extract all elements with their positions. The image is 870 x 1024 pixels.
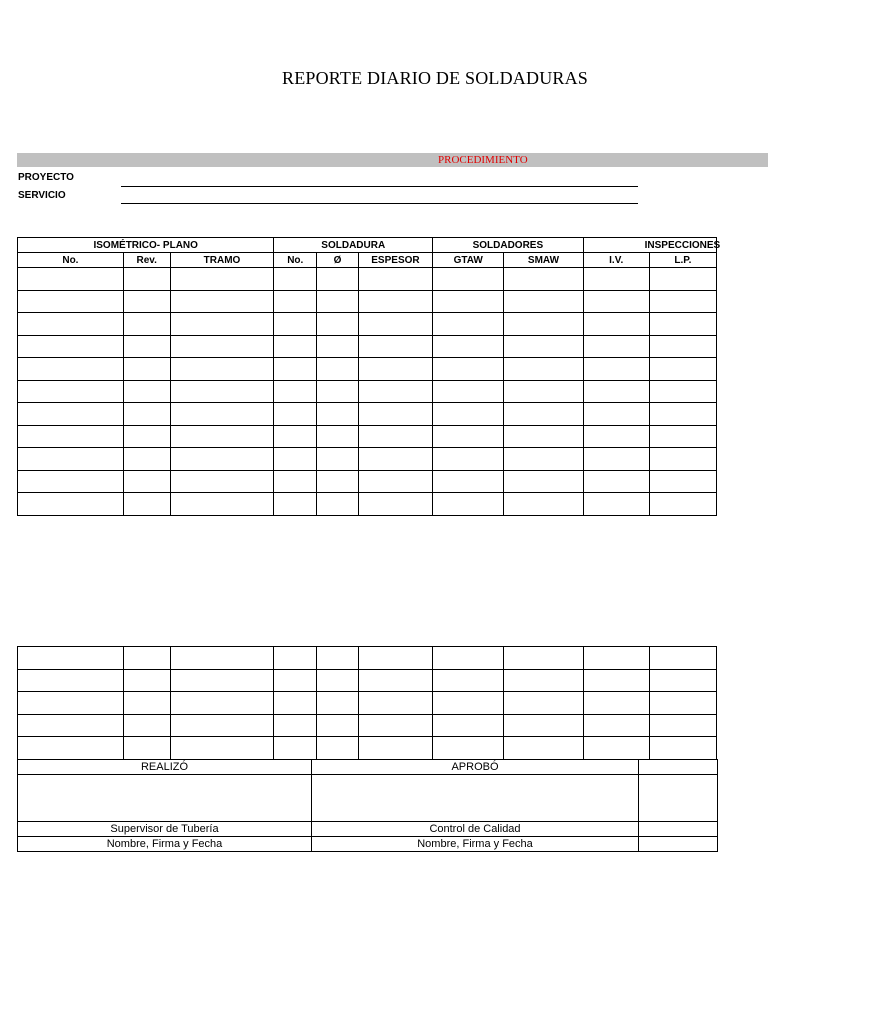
group-header-row [18, 238, 717, 253]
table-cell[interactable] [649, 358, 716, 381]
table-cell[interactable] [358, 380, 432, 403]
col-rev: Rev. [123, 253, 170, 268]
table-cell[interactable] [504, 669, 583, 692]
table-cell[interactable] [649, 268, 716, 291]
table-cell[interactable] [170, 692, 274, 715]
table-cell[interactable] [583, 714, 649, 737]
table-cell[interactable] [123, 737, 170, 760]
table-cell[interactable] [583, 470, 649, 493]
table-cell[interactable] [274, 448, 317, 471]
table-cell[interactable] [649, 380, 716, 403]
table-cell[interactable] [583, 493, 649, 516]
table-cell[interactable] [123, 470, 170, 493]
aprobo-signature-box[interactable] [312, 775, 639, 822]
table-cell[interactable] [358, 290, 432, 313]
table-cell[interactable] [274, 268, 317, 291]
table-cell[interactable] [583, 647, 649, 670]
table-cell[interactable] [274, 647, 317, 670]
table-cell[interactable] [170, 425, 274, 448]
welds-table-continued [17, 646, 717, 760]
table-cell[interactable] [433, 268, 504, 291]
table-cell[interactable] [649, 425, 716, 448]
table-row [18, 737, 717, 760]
table-cell[interactable] [433, 647, 504, 670]
col-no: No. [18, 253, 124, 268]
table-cell[interactable] [18, 358, 124, 381]
table-cell[interactable] [649, 335, 716, 358]
table-cell[interactable] [18, 380, 124, 403]
table-cell[interactable] [649, 737, 716, 760]
table-cell[interactable] [583, 737, 649, 760]
table-cell[interactable] [170, 268, 274, 291]
table-cell[interactable] [317, 493, 359, 516]
table-cell[interactable] [170, 669, 274, 692]
proyecto-label: PROYECTO [18, 172, 74, 183]
col-smaw: SMAW [504, 253, 583, 268]
table-row [18, 425, 717, 448]
table-cell[interactable] [583, 268, 649, 291]
table-cell[interactable] [18, 268, 124, 291]
table-cell[interactable] [18, 647, 124, 670]
table-cell[interactable] [504, 335, 583, 358]
table-cell[interactable] [317, 290, 359, 313]
table-cell[interactable] [18, 448, 124, 471]
table-cell[interactable] [504, 647, 583, 670]
table-cell[interactable] [18, 290, 124, 313]
table-cell[interactable] [170, 313, 274, 336]
table-cell[interactable] [433, 714, 504, 737]
table-cell[interactable] [358, 737, 432, 760]
table-cell[interactable] [317, 313, 359, 336]
servicio-label: SERVICIO [18, 190, 66, 201]
table-cell[interactable] [433, 669, 504, 692]
column-header-row [18, 253, 717, 268]
table-cell[interactable] [317, 737, 359, 760]
table-cell[interactable] [170, 335, 274, 358]
table-cell[interactable] [123, 290, 170, 313]
table-cell[interactable] [170, 358, 274, 381]
table-row [18, 647, 717, 670]
table-cell[interactable] [433, 737, 504, 760]
signature-block [17, 759, 718, 852]
table-cell[interactable] [433, 335, 504, 358]
table-cell[interactable] [123, 380, 170, 403]
table-cell[interactable] [274, 425, 317, 448]
supervisor-label: Supervisor de Tubería [18, 822, 312, 837]
table-cell[interactable] [170, 448, 274, 471]
table-row [18, 714, 717, 737]
table-cell[interactable] [583, 358, 649, 381]
table-cell[interactable] [317, 380, 359, 403]
table-cell[interactable] [649, 403, 716, 426]
table-cell[interactable] [170, 380, 274, 403]
table-cell[interactable] [583, 403, 649, 426]
calidad-label: Control de Calidad [312, 822, 639, 837]
table-cell[interactable] [123, 268, 170, 291]
table-cell[interactable] [358, 425, 432, 448]
table-cell[interactable] [358, 493, 432, 516]
table-cell[interactable] [649, 313, 716, 336]
table-cell[interactable] [274, 470, 317, 493]
table-cell[interactable] [358, 714, 432, 737]
table-cell[interactable] [433, 313, 504, 336]
table-row [18, 470, 717, 493]
table-cell[interactable] [583, 669, 649, 692]
table-cell[interactable] [649, 448, 716, 471]
table-cell[interactable] [504, 290, 583, 313]
table-row [18, 358, 717, 381]
table-cell[interactable] [504, 737, 583, 760]
table-cell[interactable] [358, 358, 432, 381]
table-row [18, 448, 717, 471]
procedimiento-label: PROCEDIMIENTO [438, 154, 528, 166]
table-cell[interactable] [358, 268, 432, 291]
table-row [18, 669, 717, 692]
table-cell[interactable] [170, 290, 274, 313]
table-cell[interactable] [123, 647, 170, 670]
extra-signature-label [639, 760, 718, 775]
col-espesor: ESPESOR [358, 253, 432, 268]
table-cell[interactable] [317, 335, 359, 358]
table-cell[interactable] [504, 313, 583, 336]
table-cell[interactable] [123, 714, 170, 737]
table-cell[interactable] [583, 313, 649, 336]
table-cell[interactable] [123, 448, 170, 471]
table-cell[interactable] [583, 335, 649, 358]
table-cell[interactable] [358, 403, 432, 426]
report-title: REPORTE DIARIO DE SOLDADURAS [281, 68, 589, 88]
table-cell[interactable] [123, 403, 170, 426]
table-row [18, 493, 717, 516]
table-cell[interactable] [504, 268, 583, 291]
table-cell[interactable] [317, 714, 359, 737]
table-cell[interactable] [433, 380, 504, 403]
table-cell[interactable] [170, 403, 274, 426]
table-cell[interactable] [433, 425, 504, 448]
table-cell[interactable] [274, 313, 317, 336]
table-cell[interactable] [274, 669, 317, 692]
table-cell[interactable] [317, 647, 359, 670]
col-lp: L.P. [649, 253, 716, 268]
table-cell[interactable] [18, 313, 124, 336]
col-tramo: TRAMO [170, 253, 274, 268]
nombre-firma-fecha-1: Nombre, Firma y Fecha [18, 837, 312, 852]
table-cell[interactable] [583, 425, 649, 448]
table-row [18, 335, 717, 358]
extra-signature-box[interactable] [639, 775, 718, 822]
table-cell[interactable] [317, 669, 359, 692]
table-cell[interactable] [583, 290, 649, 313]
table-cell[interactable] [504, 403, 583, 426]
table-cell[interactable] [170, 493, 274, 516]
col-gtaw: GTAW [433, 253, 504, 268]
group-soldadura: SOLDADURA [274, 238, 433, 253]
table-cell[interactable] [274, 737, 317, 760]
table-cell[interactable] [317, 425, 359, 448]
table-cell[interactable] [170, 737, 274, 760]
table-cell[interactable] [504, 692, 583, 715]
table-cell[interactable] [504, 380, 583, 403]
table-cell[interactable] [583, 692, 649, 715]
table-cell[interactable] [358, 335, 432, 358]
col-iv: I.V. [583, 253, 649, 268]
welds-table [17, 237, 721, 516]
table-cell[interactable] [433, 403, 504, 426]
extra-nombre-label [639, 837, 718, 852]
table-cell[interactable] [358, 669, 432, 692]
table-cell[interactable] [317, 403, 359, 426]
table-cell[interactable] [170, 647, 274, 670]
table-cell[interactable] [274, 358, 317, 381]
table-cell[interactable] [358, 470, 432, 493]
group-inspecciones: INSPECCIONES [583, 238, 716, 253]
table-cell[interactable] [170, 470, 274, 493]
table-cell[interactable] [18, 425, 124, 448]
table-cell[interactable] [18, 692, 124, 715]
table-cell[interactable] [123, 493, 170, 516]
table-cell[interactable] [504, 448, 583, 471]
table-cell[interactable] [649, 493, 716, 516]
aprobo-label: APROBÓ [312, 760, 639, 775]
realizo-signature-box[interactable] [18, 775, 312, 822]
table-cell[interactable] [583, 380, 649, 403]
table-cell[interactable] [358, 313, 432, 336]
table-cell[interactable] [317, 470, 359, 493]
table-cell[interactable] [504, 493, 583, 516]
table-cell[interactable] [317, 448, 359, 471]
table-cell[interactable] [649, 470, 716, 493]
table-cell[interactable] [317, 358, 359, 381]
table-cell[interactable] [274, 692, 317, 715]
table-cell[interactable] [274, 403, 317, 426]
table-cell[interactable] [504, 714, 583, 737]
table-cell[interactable] [18, 737, 124, 760]
table-cell[interactable] [649, 692, 716, 715]
table-cell[interactable] [433, 290, 504, 313]
table-cell[interactable] [274, 335, 317, 358]
table-cell[interactable] [123, 335, 170, 358]
table-cell[interactable] [18, 335, 124, 358]
table-row [18, 313, 717, 336]
table-cell[interactable] [170, 714, 274, 737]
table-row [18, 268, 717, 291]
table-cell[interactable] [649, 669, 716, 692]
table-cell[interactable] [433, 692, 504, 715]
table-cell[interactable] [18, 403, 124, 426]
table-cell[interactable] [274, 380, 317, 403]
table-cell[interactable] [274, 493, 317, 516]
table-cell[interactable] [123, 425, 170, 448]
table-cell[interactable] [274, 290, 317, 313]
table-cell[interactable] [649, 647, 716, 670]
table-row [18, 380, 717, 403]
table-cell[interactable] [433, 448, 504, 471]
table-cell[interactable] [274, 714, 317, 737]
table-cell[interactable] [358, 692, 432, 715]
table-cell[interactable] [123, 358, 170, 381]
table-cell[interactable] [18, 714, 124, 737]
table-cell[interactable] [649, 714, 716, 737]
realizo-label: REALIZÓ [18, 760, 312, 775]
table-cell[interactable] [358, 647, 432, 670]
table-cell[interactable] [123, 313, 170, 336]
table-cell[interactable] [18, 669, 124, 692]
table-row [18, 692, 717, 715]
table-cell[interactable] [317, 268, 359, 291]
table-cell[interactable] [123, 692, 170, 715]
table-cell[interactable] [504, 358, 583, 381]
group-isometrico: ISOMÉTRICO- PLANO [18, 238, 274, 253]
table-cell[interactable] [123, 669, 170, 692]
table-cell[interactable] [317, 692, 359, 715]
table-cell[interactable] [649, 290, 716, 313]
col-soldadura-no: No. [274, 253, 317, 268]
extra-role-label [639, 822, 718, 837]
col-diametro: Ø [317, 253, 359, 268]
group-soldadores: SOLDADORES [433, 238, 584, 253]
table-cell[interactable] [433, 470, 504, 493]
table-row [18, 403, 717, 426]
table-cell[interactable] [504, 470, 583, 493]
table-cell[interactable] [358, 448, 432, 471]
table-cell[interactable] [433, 358, 504, 381]
table-cell[interactable] [583, 448, 649, 471]
table-cell[interactable] [433, 493, 504, 516]
table-row [18, 290, 717, 313]
table-cell[interactable] [18, 470, 124, 493]
table-cell[interactable] [504, 425, 583, 448]
table-cell[interactable] [18, 493, 124, 516]
nombre-firma-fecha-2: Nombre, Firma y Fecha [312, 837, 639, 852]
